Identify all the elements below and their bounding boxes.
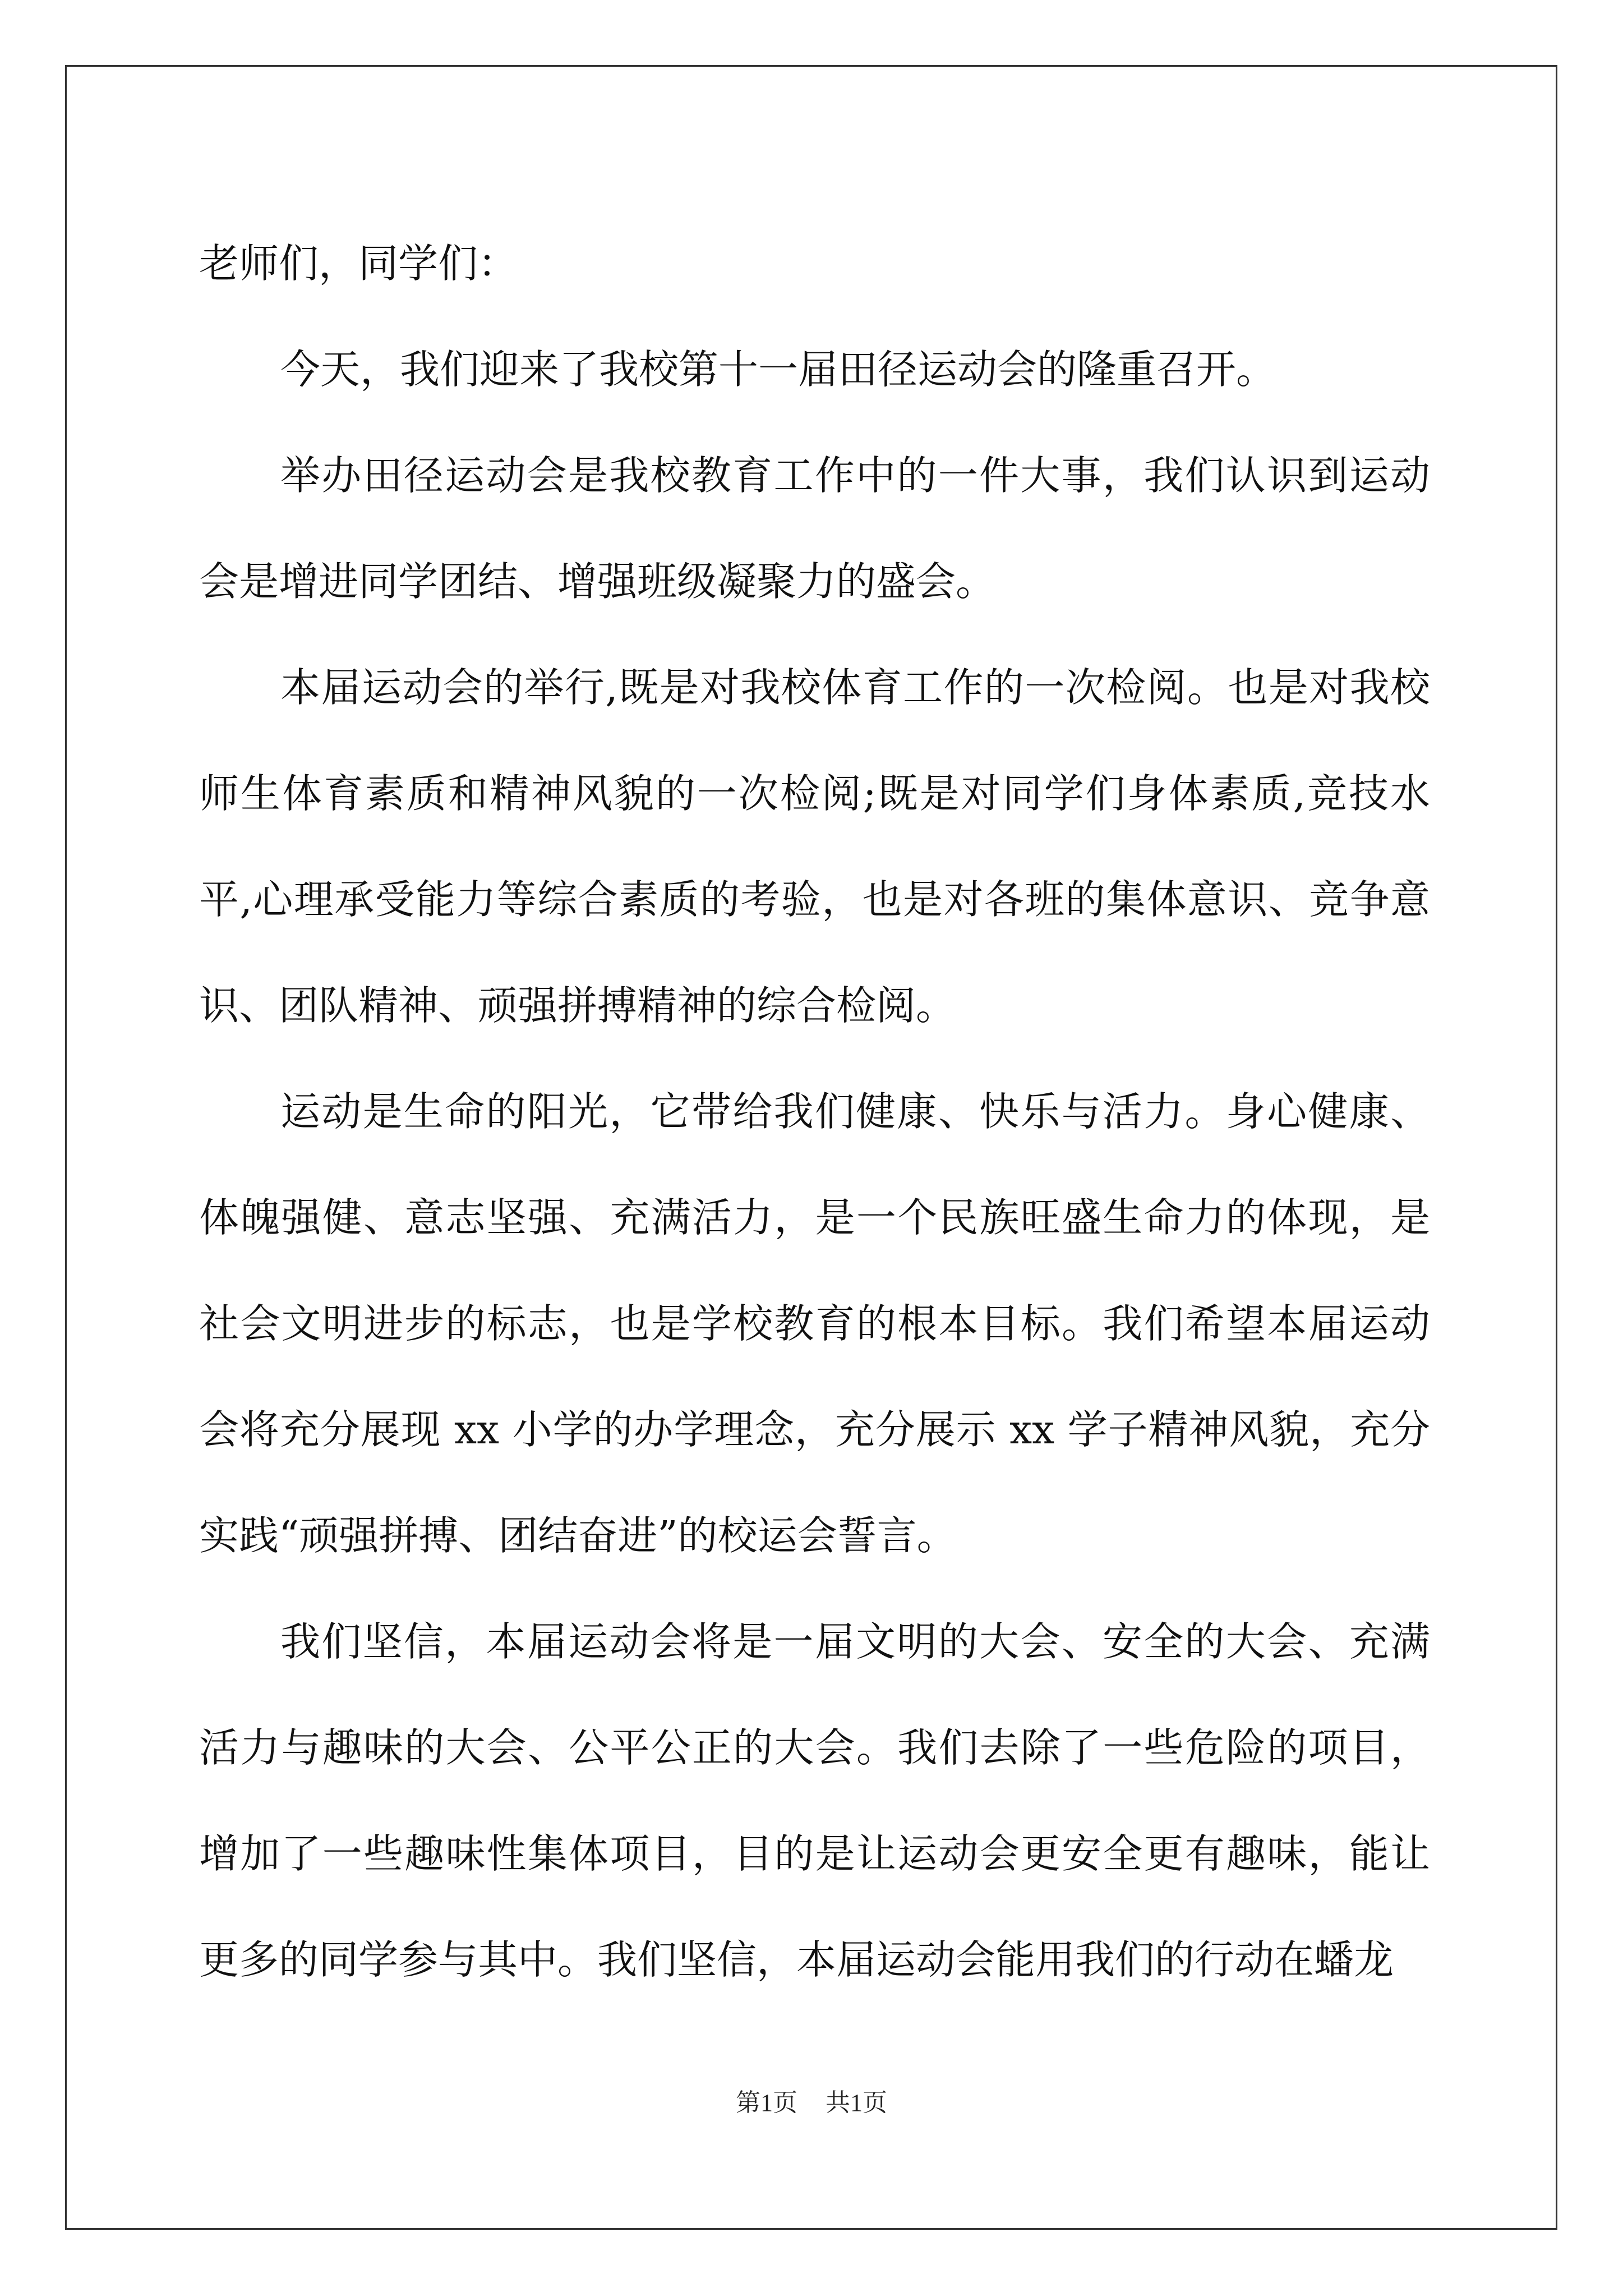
paragraph-2: 举办田径运动会是我校教育工作中的一件大事，我们认识到运动会是增进同学团结、增强班级凝聚力的盛会。 [199, 452, 1430, 605]
page-footer [0, 2082, 1623, 2118]
paragraph-4: 运动是生命的阳光，它带给我们健康、快乐与活力。身心健康、体魄强健、意志坚强、充满活力，是一个民族旺盛生命力的体现，是社会文明进步的标志，也是学校教育的根本目标。我们希望本届运动会将充分展现 xx 小学的办学理念，充分展示 xx 学子精神风貌，充分实践“顽强拼搏、团结奋进”的校运会誓言。 [199, 1088, 1430, 1559]
greeting: 老师们，同学们： [199, 240, 518, 287]
paragraph-3: 本届运动会的举行,既是对我校体育工作的一次检阅。也是对我校师生体育素质和精神风貌的一次检阅;既是对同学们身体素质,竞技水平,心理承受能力等综合素质的考验，也是对各班的集体意识、竞争意识、团队精神、顽强拼搏精神的综合检阅。 [199, 664, 1430, 1029]
paragraph-1: 今天，我们迎来了我校第十一届田径运动会的隆重召开。 [280, 346, 1276, 393]
paragraph-5: 我们坚信，本届运动会将是一届文明的大会、安全的大会、充满活力与趣味的大会、公平公正的大会。我们去除了一些危险的项目，增加了一些趣味性集体项目，目的是让运动会更安全更有趣味，能让更多的同学参与其中。我们坚信，本届运动会能用我们的行动在蟠龙 [199, 1618, 1430, 1983]
page-total: 共1页 [826, 2089, 887, 2116]
page-number: 第1页 [736, 2089, 797, 2116]
